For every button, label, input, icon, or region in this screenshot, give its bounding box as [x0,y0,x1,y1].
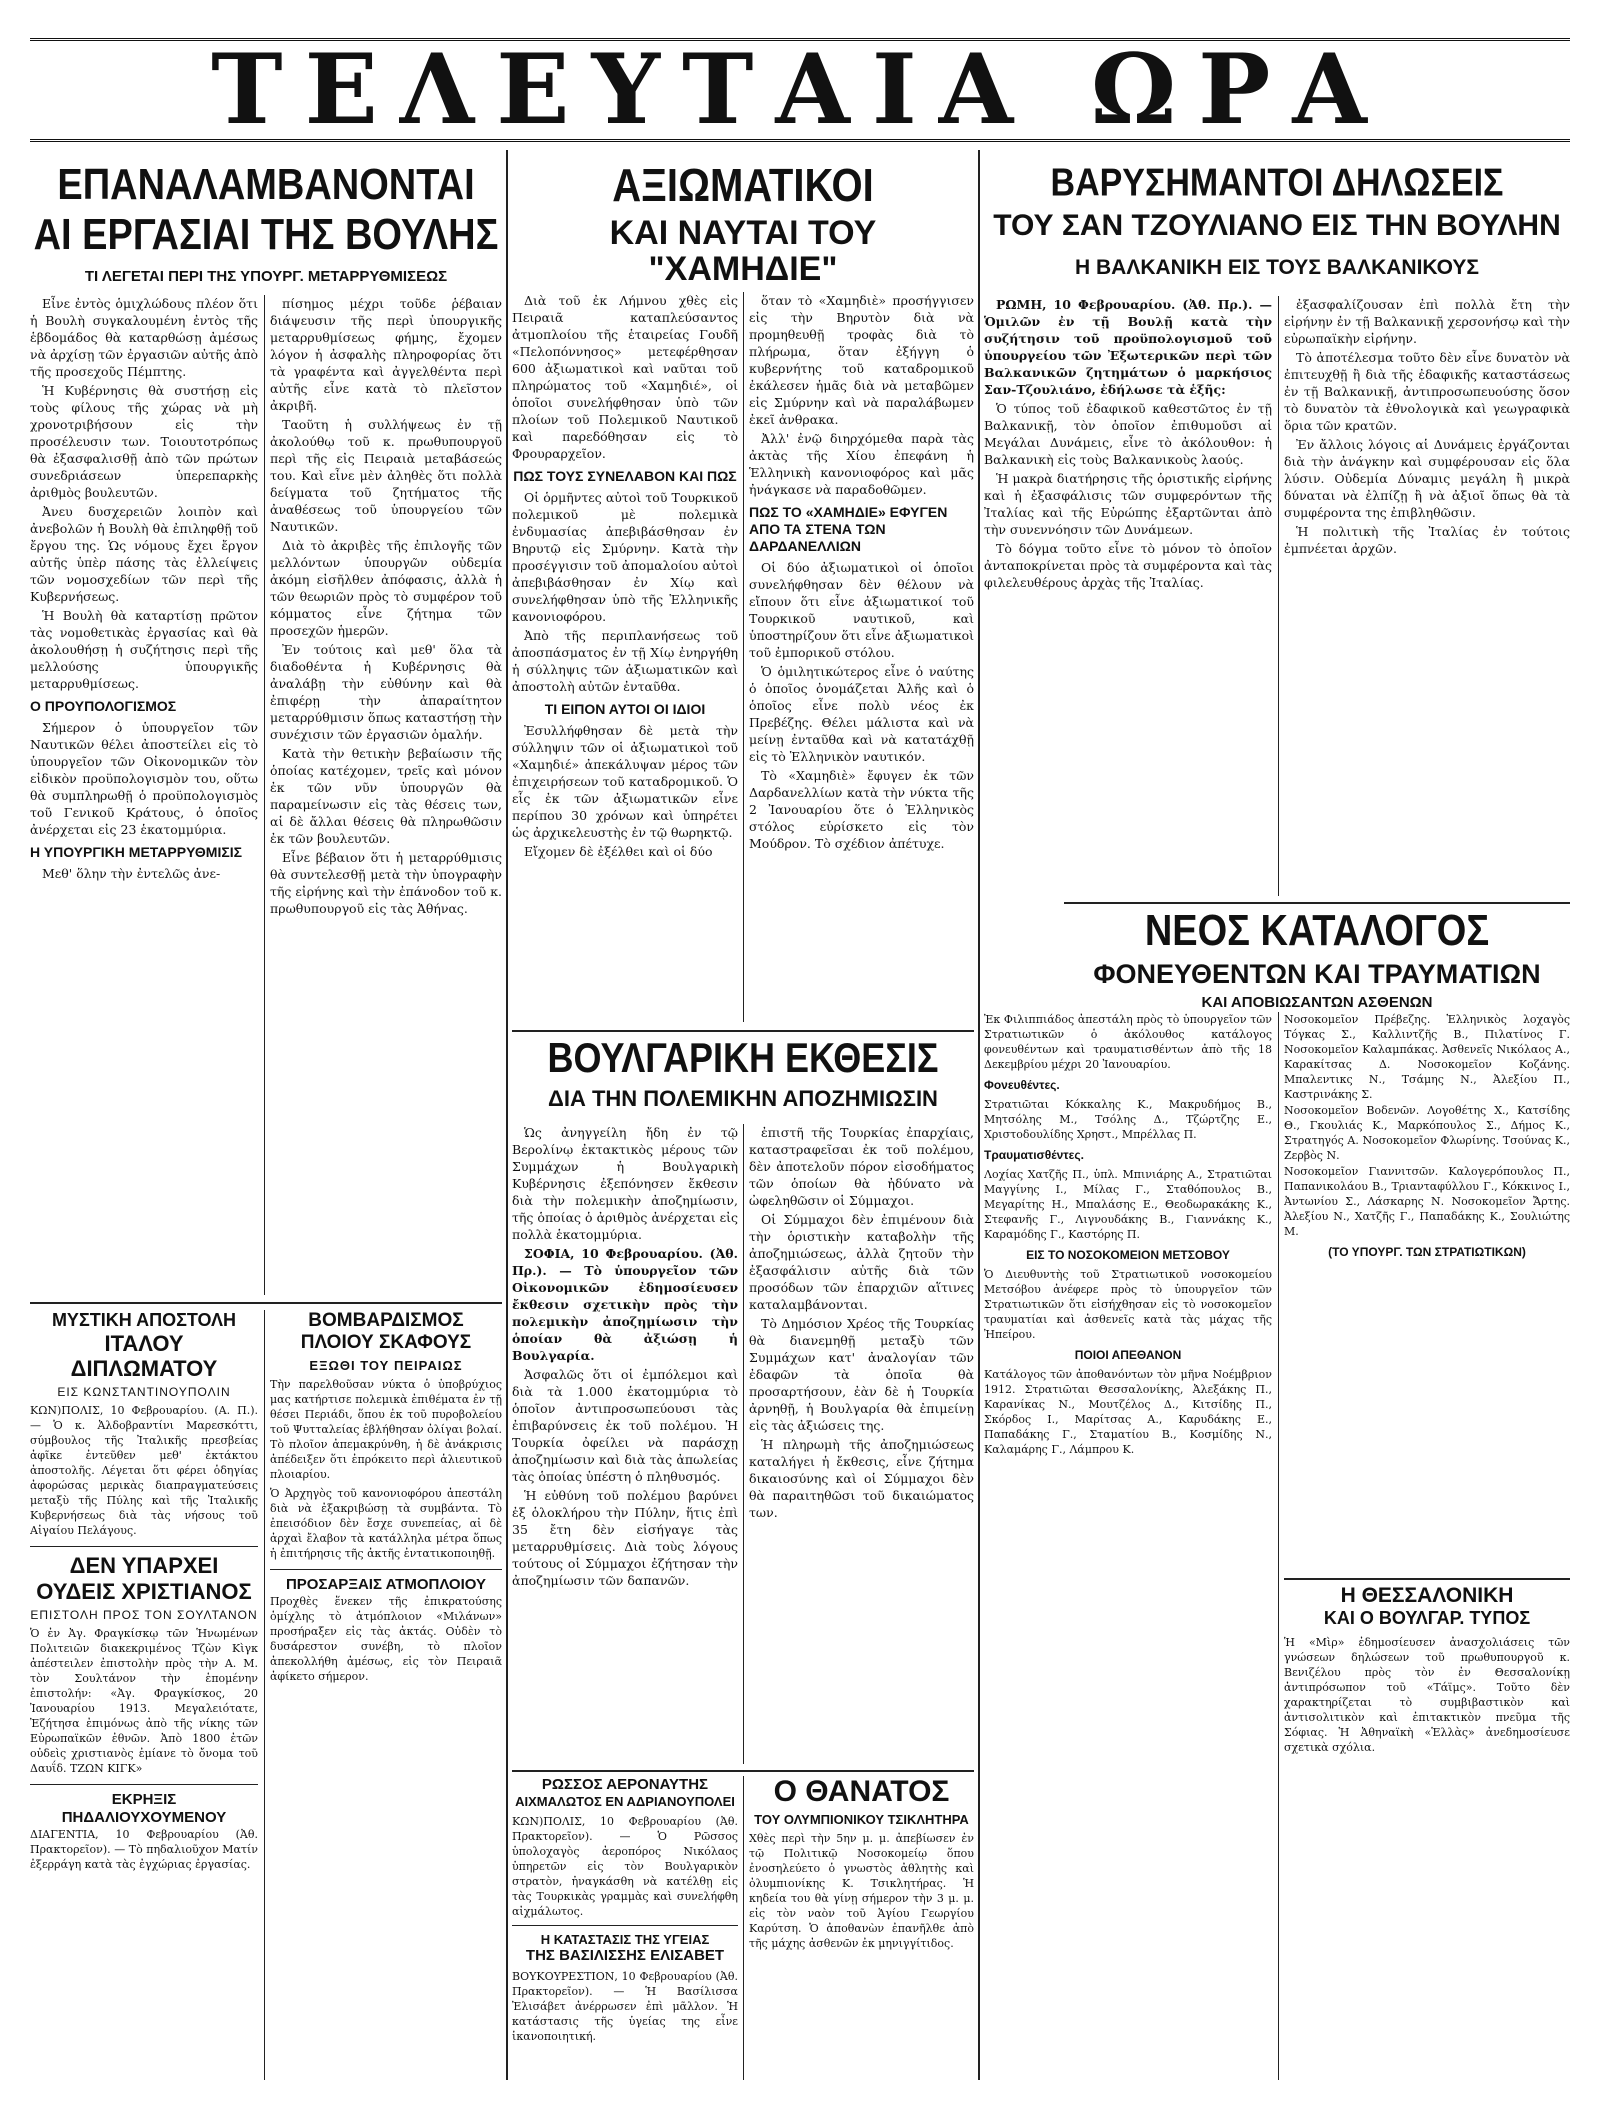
paragraph: Κατάλογος τῶν ἀποθανόντων τὸν μῆνα Νοέμβριον 1912. Στρατιῶται Θεσσαλονίκης, Ἀλεξάκης Π., Καρανίκας Ν., Μουτζέλος Δ., Κιτσίδης Π., Σκόρδος Ι., Μαρίτσας Α., Καρυδάκης Ε., Παπαδάκης Γ., Σταματίου Β., Κοσμίδης Ν., Καλαμάρης Γ., Λάμπρου Κ. [984,1368,1272,1456]
paragraph: Νοσοκομεῖον Γιαννιτσῶν. Καλογερόπουλος Π., Παπανικολάου Β., Τριανταφύλλου Γ., Κόκκινος Ι., Ἀντωνίου Σ., Λάσκαρης Ν. Νοσοκομεῖον Ἄρτης. Ἀλεξίου Ν., Χατζῆς Γ., Παπαδάκης Κ., Σουλιώτης Μ. [1284,1165,1570,1238]
paragraph: Τὸ Δημόσιον Χρέος τῆς Τουρκίας θὰ διανεμηθῇ μεταξὺ τῶν Συμμάχων κατ' ἀναλογίαν τῶν ἐδαφῶν τὰ ὁποῖα θὰ προσαρτήσουν, ἐὰν δὲ ἡ Τουρκία ἀρνηθῇ, ἡ Βουλγαρία θὰ ἐπιμείνῃ εἰς τὰς ἀξιώσεις της. [749,1316,974,1433]
paragraph: Ἐσυλλήφθησαν δὲ μετὰ τὴν σύλληψιν τῶν οἱ ἀξιωματικοὶ τοῦ «Χαμηδιέ» ἀπεκάλυψαν μέρος τῶν ἐπιχειρήσεων τοῦ καταδρομικοῦ. Ὁ εἷς ἐκ τῶν ἀξιωματικῶν εἶνε περίπου 30 χρόνων καὶ ὑπηρέτει ὡς ἀρχικελευστὴς ἐν τῷ θωρηκτῷ. [512,723,738,840]
paragraph: Ἀπὸ τῆς περιπλανήσεως τοῦ ἀποσπάσματος ἐν τῇ Χίῳ ἐνηργήθη ἡ σύλληψις τῶν ἀξιωματικῶν καὶ ἀποστολὴ αὐτῶν ἐνταῦθα. [512,628,738,694]
article-chamidie-col2 [749,292,974,1022]
divider [512,1925,738,1926]
paragraph: Ταοῦτη ἡ συλλήψεως ἐν τῇ ἀκολούθῳ τοῦ κ. πρωθυπουργοῦ περὶ τῆς εἰς Πειραιὰ μεταβάσεώς του. Καὶ εἶνε μὲν ἀληθὲς ὅτι πολλὰ δείγματα τοῦ ζητήματος τῆς ἀναθέσεως τοῦ ὑπουργείου τῶν Ναυτικῶν. [270,417,502,534]
section-heading: Ο ΠΡΟΥΠΟΛΟΓΙΣΜΟΣ [30,698,177,714]
paragraph: Ἀλλ' ἐνῷ διηρχόμεθα παρὰ τὰς ἀκτὰς τῆς Χίου ἐπεφάνη ἡ Ἑλληνικὴ κανονιοφόρος καὶ μᾶς ἠνάγκασε νὰ παραδοθῶμεν. [749,431,974,497]
article-thessaloniki [1284,1584,1570,2080]
subheadline: ΔΙΑ ΤΗΝ ΠΟΛΕΜΙΚΗΝ ΑΠΟΖΗΜΙΩΣΙΝ [548,1086,938,1111]
paragraph: Νοσοκομεῖον Βοδενῶν. Λογοθέτης Χ., Κατσίδης Θ., Γκουλιάς Κ., Μαρκόπουλος Σ., Δήμος Κ., Στρατηγός Α. Νοσοκομεῖον Φλωρίνης. Τσούνας Κ., Ζερβὸς Ν. [1284,1104,1570,1162]
paragraph: Ἀνευ δυσχερειῶν λοιπὸν καὶ ἀνεβολῶν ἡ Βουλὴ θὰ ἐπιληφθῇ τοῦ ἔργου της. Ὡς νόμους ἔχει ἔργον αὐτῆς ὑπὲρ πάσης τὰς ἐλλείψεις τῶν νομοσχεδίων τῶν περὶ τῆς Κυβερνήσεως. [30,504,258,604]
paragraph: Ἡ Κυβέρνησις θὰ συστήσῃ εἰς τοὺς φίλους τῆς χώρας νὰ μὴ χρονοτριβήσουν εἰς τὴν προσέλευσιν των. Τοιουτοτρόπως θὰ ἐξασφαλισθῇ ἀπὸ τῶν πρώτων συνεδριάσεων ὑπερεπαρκὴς ἀριθμὸς βουλευτῶν. [30,383,258,500]
article-neos-katalogos-headline [1064,908,1570,1008]
headline: ΙΤΑΛΟΥ ΔΙΠΛΩΜΑΤΟΥ [70,1330,218,1381]
article-chamidie-headline [512,160,974,285]
paragraph: Ἐκ Φιλιππιάδος ἀπεστάλη πρὸς τὸ ὑπουργεῖον τῶν Στρατιωτικῶν ὁ ἀκόλουθος κατάλογος φονευθέντων καὶ τραυματισθέντων ἀπὸ τῆς 18 Δεκεμβρίου μέχρι 20 Ἰανουαρίου. [984,1013,1272,1071]
paragraph: πίσημος μέχρι τοῦδε ῥέβαιαν διάψευσιν τῆς περὶ ὑπουργικῆς μεταρρυθμίσεως φήμης, ἔχομεν λόγον ἡ ἀσφαλὴς πληροφορίας ὅτι τὰ γραφέντα καὶ ἀγγελθέντα περὶ αὐτῆς εἶνε κατὰ τὸ πλεῖστον ἀκριβῆ. [270,296,502,413]
paragraph: Ἡ «Μὶρ» ἐδημοσίευσεν ἀνασχολιάσεις τῶν γνώσεων δηλώσεων τοῦ πρωθυπουργοῦ κ. Βενιζέλου πρὸς τὸν ἐν Θεσσαλονίκῃ ἀντιπρόσωπον τοῦ «Τάϊμς». Τοῦτο δὲν χαρακτηρίζεται τὸ συμβιβαστικὸν καὶ ἀντισολιτικὸν καὶ ἐπιτακτικὸν πνεῦμα τῆς Σόφιας. Ἡ Ἀθηναϊκὴ «Ἑλλὰς» ἀνεδημοσίευσε σχετικὰ σχόλια. [1284,1635,1570,1754]
headline: ΚΑΙ ΝΑΥΤΑΙ ΤΟΥ "ΧΑΜΗΔΙΕ" [609,214,877,285]
headline: Η ΘΕΣΣΑΛΟΝΙΚΗ [1340,1584,1514,1607]
section-heading: ΠΟΙΟΙ ΑΠΕΘΑΝΟΝ [1074,1348,1182,1362]
paragraph: Μεθ' ὅλην τὴν ἐντελῶς ἀνε- [42,866,221,881]
paragraph: Χθὲς περὶ τὴν 5ην μ. μ. ἀπεβίωσεν ἐν τῷ Πολιτικῷ Νοσοκομείῳ ὅπου ἐνοσηλεύετο ὁ γνωστὸς ἀθλητὴς καὶ ὀλυμπιονίκης Κ. Τσικλητήρας. Ἡ κηδεία του θὰ γίνῃ σήμερον τὴν 3 μ. μ. εἰς τὸν ναὸν τοῦ Ἁγίου Γεωργίου Καρύτση. Ὁ ἀποθανὼν ἐπανῆλθε ἀπὸ τῆς μάχης ἀσθενῶν ἐκ μηνιγγίτιδος. [749,1832,974,1951]
section-heading: ΕΙΣ ΤΟ ΝΟΣΟΚΟΜΕΙΟΝ ΜΕΤΣΟΒΟΥ [1026,1248,1230,1262]
signature: (ΤΟ ΥΠΟΥΡΓ. ΤΩΝ ΣΤΡΑΤΙΩΤΙΚΩΝ) [1328,1245,1526,1259]
paragraph: ΣΟΦΙΑ, 10 Φεβρουαρίου. (Ἀθ. Πρ.). — Τὸ ὑπουργεῖον τῶν Οἰκονομικῶν ἐδημοσίευσεν ἔκθεσιν σχετικὴν πρὸς τὴν πολεμικὴν ἀποζημίωσιν τὴν ὁποίαν θὰ ἀξιώσῃ ἡ Βουλγαρία. [512,1246,738,1363]
paragraph: ΒΟΥΚΟΥΡΕΣΤΙΟΝ, 10 Φεβρουαρίου (Ἀθ. Πρακτορεῖον). — Ἡ Βασίλισσα Ἐλισάβετ ἀνέρρωσεν ἐπὶ μᾶλλον. Ἡ κατάστασις τῆς ὑγείας της εἶνε ἱκανοποιητική. [512,1970,738,2044]
section-heading: ΠΩΣ ΤΟΥΣ ΣΥΝΕΛΑΒΟΝ ΚΑΙ ΠΩΣ [513,468,737,484]
column-rule [264,1310,265,2080]
section-rule [30,1302,502,1304]
paragraph: Ἡ πληρωμὴ τῆς ἀποζημιώσεως καταλήγει ἡ ἔκθεσις, εἶνε ζήτημα δικαιοσύνης καὶ οἱ Σύμμαχοι δὲν θὰ παραιτηθῶσι τοῦ δικαιώματος των. [749,1437,974,1520]
headline: ΤΗΣ ΒΑΣΙΛΙΣΣΗΣ ΕΛΙΣΑΒΕΤ [525,1947,725,1965]
article-neos-katalogos-col2 [1284,1012,1570,1572]
paragraph: Τὸ ἀποτέλεσμα τοῦτο δὲν εἶνε δυνατὸν νὰ ἐπιτευχθῇ ἢ διὰ τῆς ἐδαφικῆς καταστάσεως ἐν τῇ Βαλκανικῇ, ἀντιπροσωπευούσης ὅσον τὸ δυνατὸν τὰ ἐθνολογικὰ καὶ γεωγραφικὰ ὅρια τῶν κρατῶν. [1284,350,1570,433]
section-rule [1284,1578,1570,1580]
headline: ΕΠΑΝΑΛΑΜΒΑΝΟΝΤΑΙ [57,160,475,210]
paragraph: Σήμερον ὁ ὑπουργεῖον τῶν Ναυτικῶν θέλει ἀποστείλει εἰς τὸ ὑπουργεῖον τῶν Οἰκονομικῶν τὸν εἰδικὸν προϋπολογισμὸν του, οὕτω θὰ συμπληρωθῇ ὁ προϋπολογισμὸς τοῦ Γενικοῦ Κράτους, ὁ ὁποῖος ἀνέρχεται εἰς 23 ἑκατομμύρια. [30,720,258,837]
article-san-giuliano-headline [984,160,1570,290]
paragraph: Τὸ «Χαμηδιὲ» ἔφυγεν ἐκ τῶν Δαρδανελλίων κατὰ τὴν νύκτα τῆς 2 Ἰανουαρίου ὅτε ὁ Ἑλληνικὸς στόλος εὑρίσκετο εἰς τὸν Μούδρον. Τὸ σχέδιον ἀπέτυχε. [749,768,974,851]
section-heading: ΠΩΣ ΤΟ «ΧΑΜΗΔΙΕ» ΕΦΥΓΕΝ ΑΠΟ ΤΑ ΣΤΕΝΑ ΤΩΝ ΔΑΡΔΑΝΕΛΛΙΩΝ [749,504,948,554]
headline: ΒΑΡΥΣΗΜΑΝΤΟΙ ΔΗΛΩΣΕΙΣ [1050,161,1504,205]
subheadline: ΤΟΥ ΟΛΥΜΠΙΟΝΙΚΟΥ ΤΣΙΚΛΗΤΗΡΑ [754,1811,969,1827]
subheadline: ΕΙΣ ΚΩΝΣΤΑΝΤΙΝΟΥΠΟΛΙΝ [57,1385,231,1400]
paragraph: Ἡ πολιτικὴ τῆς Ἰταλίας ἐν τούτοις ἐμπνέεται ἀρχῶν. [1284,524,1570,556]
paragraph: Ὁ τύπος τοῦ ἐδαφικοῦ καθεστῶτος ἐν τῇ Βαλκανικῇ, τὸν ὁποῖον ἐπιθυμοῦσι αἱ Μεγάλαι Δυνάμεις, εἶνε τὸ ἀκόλουθον: ἡ Βαλκανικὴ εἰς τοὺς Βαλκανικοὺς λαούς. [984,401,1272,467]
headline: ΝΕΟΣ ΚΑΤΑΛΟΓΟΣ [1144,908,1490,956]
headline: ΒΟΜΒΑΡΔΙΣΜΟΣ [308,1310,464,1331]
article-san-giuliano-col2 [1284,296,1570,896]
headline: ΒΟΥΛΓΑΡΙΚΗ ΕΚΘΕΣΙΣ [547,1036,939,1081]
headline: ΟΥΔΕΙΣ ΧΡΙΣΤΙΑΝΟΣ [36,1578,252,1604]
column-rule [1278,1012,1279,2080]
headline: ΕΚΡΗΞΙΣ ΠΗΔΑΛΙΟΥΧΟΥΜΕΝΟΥ [61,1790,227,1826]
paragraph: Εἶνε ἐντὸς ὁμιχλώδους πλέον ὅτι ἡ Βουλὴ συγκαλουμένη ἐντὸς τῆς ἑβδομάδος θὰ καταρθώσῃ ἀμέσως νὰ ἀρχίσῃ τῶν ἐργασιῶν αὐτῆς ἀπὸ τῆς προσεχοῦς Πέμπτης. [30,296,258,379]
divider [30,1546,258,1547]
column-rule [506,150,508,2080]
section-heading: Τραυματισθέντες. [984,1148,1084,1162]
article-san-giuliano-col1 [984,296,1272,896]
article-rossos-aeronautis [512,1776,738,2080]
paragraph: ΡΩΜΗ, 10 Φεβρουαρίου. (Ἀθ. Πρ.). — Ὁμιλῶν ἐν τῇ Βουλῇ κατὰ τὴν συζήτησιν τοῦ προϋπολογισμοῦ τοῦ ὑπουργείου τῶν Ἐξωτερικῶν περὶ τῶν Βαλκανικῶν ζητημάτων ὁ μαρκήσιος Σαν-Τζουλιάνο, ἐδήλωσε τὰ ἑξῆς: [984,297,1272,397]
masthead [30,33,1570,146]
section-rule [512,1770,974,1772]
paragraph: ΔΙΑΓΕΝΤΙΑ, 10 Φεβρουαρίου (Ἀθ. Πρακτορεῖον). — Τὸ πηδαλιοῦχον Ματίν ἐξερράγη κατὰ τὰς ἐγχώριας ἐργασίας. [30,1827,258,1871]
paragraph: ἐξασφαλίζουσαν ἐπὶ πολλὰ ἔτη τὴν εἰρήνην ἐν τῇ Βαλκανικῇ χερσονήσῳ καὶ τὴν εὐρωπαϊκὴν εἰρήνην. [1284,297,1570,346]
headline: ΤΟΥ ΣΑΝ ΤΖΟΥΛΙΑΝΟ ΕΙΣ ΤΗΝ ΒΟΥΛΗΝ [993,209,1561,242]
paragraph: Ἐν ἄλλοις λόγοις αἱ Δυνάμεις ἐργάζονται διὰ τὴν ἀνάγκην καὶ συμφέρουσαν εἰς ὅλα λύσιν. Οὐδεμία Δύναμις μεγάλη ἢ μικρὰ δύναται νὰ ἐλπίζῃ ἢ νὰ ἀξιοῖ ὅπως θὰ τὰ συμφέροντα της ἐπιβληθῶσιν. [1284,437,1570,520]
divider [30,1784,258,1785]
paragraph: Οἱ ὁρμῆντες αὐτοὶ τοῦ Τουρκικοῦ πολεμικοῦ μὲ πολεμικὰ ἐνδυμασίας ἀπεβιβάσθησαν ἐν Βηρυτῷ εἰς Σμύρνην. Κατὰ τὴν προσέγγισιν τοῦ ἀπομαλοίου αὐτοὶ ἀπεβιβάσθησαν ἐν Χίῳ καὶ συνελήφθησαν ὑπὸ τῆς Ἑλληνικῆς κανονιοφόρου. [512,490,738,624]
column-rule [1278,296,1279,896]
headline: ΑΙΧΜΑΛΩΤΟΣ ΕΝ ΑΔΡΙΑΝΟΥΠΟΛΕΙ [515,1794,735,1809]
article-neos-katalogos-col1 [984,1012,1272,1892]
paragraph: Τὸ δόγμα τοῦτο εἶνε τὸ μόνον τὸ ὁποῖον ἀνταποκρίνεται πρὸς τὰ συμφέροντα καὶ τὰς φιλελευθέρους ἀρχὰς τῆς Ἰταλίας. [984,541,1272,590]
paragraph: Προχθὲς ἕνεκεν τῆς ἐπικρατούσης ὁμίχλης τὸ ἀτμόπλοιον «Μιλάνων» προσήραξεν εἰς τὰς ἀκτάς. Οὐδὲν τὸ δυσάρεστον συνέβη, τὸ πλοῖον ἀπεκολλήθη ἀμέσως, εἰς τὸν Πειραιᾶ ἀφίκετο σήμερον. [270,1594,502,1683]
paragraph: Εἴχομεν δὲ ἐξέλθει καὶ οἱ δύο [524,844,713,859]
headline: ΠΛΟΙΟΥ ΣΚΑΦΟΥΣ [300,1331,472,1353]
paragraph: Ὁ ἐν Ἀγ. Φραγκίσκῳ τῶν Ἡνωμένων Πολιτειῶν διακεκριμένος Τζὼν Κὶγκ ἀπέστειλεν ἐπιστολὴν πρὸς τὴν Α. Μ. τὸν Σουλτάνον τὴν ἑπομένην ἐπιστολήν: «Ἀγ. Φραγκίσκος, 20 Ἰανουαρίου 1913. Μεγαλειότατε, Ἐζήτησα ἐπιμόνως ἀπὸ τῆς νίκης τῶν Εὐρωπαϊκῶν ἐθνῶν. Ἀπὸ 1800 ἐτῶν οὐδεὶς χριστιανὸς ἐμίανε τὸ ὄνομα τοῦ Δαυΐδ. ΤΖΩΝ ΚΙΓΚ» [30,1626,258,1775]
article-thanatos-tsiklitira [749,1776,974,2080]
section-heading: Η ΥΠΟΥΡΓΙΚΗ ΜΕΤΑΡΡΥΘΜΙΣΙΣ [30,844,243,860]
paragraph: ἐπιστῆ τῆς Τουρκίας ἐπαρχίαις, καταστραφεῖσαι ἐκ τοῦ πολέμου, δὲν ἀποτελοῦν πόρον εἰσοδήματος τῶν ὁποίων θὰ ἠδύνατο νὰ ὠφεληθῶσιν οἱ Σύμμαχοι. [749,1125,974,1208]
paragraph: Διὰ τοῦ ἐκ Λήμνου χθὲς εἰς Πειραιᾶ καταπλεύσαντος ἀτμοπλοίου τῆς ἑταιρείας Γουδῆ «Πελοπόννησος» μετεφέρθησαν 600 ἀξιωματικοὶ καὶ ναῦται τοῦ πληρώματος τοῦ «Χαμηδιέ», οἱ ὁποῖοι συνελήφθησαν ὑπὸ τῶν πλοίων τοῦ Πολεμικοῦ Ναυτικοῦ καὶ παρεδόθησαν εἰς τὸ Φρουραρχεῖον. [512,293,738,461]
article-voulgariki-ekthesis-col1 [512,1124,738,1764]
subheadline: Η ΒΑΛΚΑΝΙΚΗ ΕΙΣ ΤΟΥΣ ΒΑΛΚΑΝΙΚΟΥΣ [1075,255,1479,279]
column-rule [264,295,265,1295]
headline: ΚΑΙ Ο ΒΟΥΛΓΑΡ. ΤΥΠΟΣ [1323,1608,1531,1629]
headline: ΡΩΣΣΟΣ ΑΕΡΟΝΑΥΤΗΣ [541,1776,709,1793]
headline: ΠΡΟΣΑΡΞΑΙΣ ΑΤΜΟΠΛΟΙΟΥ [285,1575,487,1593]
article-vouli-col1 [30,295,258,1295]
divider [270,1569,502,1570]
column-rule [978,150,980,2080]
paragraph: Ἡ Βουλὴ θὰ καταρτίσῃ πρῶτον τὰς νομοθετικὰς ἐργασίας καὶ θὰ ἀκολουθήσῃ ἡ συζήτησις περὶ τῆς μελλούσης ὑπουργικῆς μεταρρυθμίσεως. [30,608,258,691]
headline: ΜΥΣΤΙΚΗ ΑΠΟΣΤΟΛΗ [51,1310,237,1330]
paragraph: Ὡς ἀνηγγείλη ἤδη ἐν τῷ Βερολίνῳ ἐκτακτικὸς μέρους τῶν Συμμάχων ἡ Βουλγαρικὴ Κυβέρνησις ἐξεπόνησεν ἔκθεσιν διὰ τὴν πολεμικὴν ἀποζημίωσιν, τῆς ὁποίας ὁ ἀριθμὸς ἀνέρχεται εἰς πολλὰ ἑκατομμύρια. [512,1125,738,1242]
column-rule [743,1776,744,2080]
headline: ΑΙ ΕΡΓΑΣΙΑΙ ΤΗΣ ΒΟΥΛΗΣ [33,210,499,260]
headline: ΦΟΝΕΥΘΕΝΤΩΝ ΚΑΙ ΤΡΑΥΜΑΤΙΩΝ [1093,959,1541,989]
paragraph: Οἱ Σύμμαχοι δὲν ἐπιμένουν διὰ τὴν ὁριστικὴν καταβολὴν τῆς ἀποζημιώσεως, ἀλλὰ ζητοῦν τὴν ἐξασφάλισιν αὐτῆς διὰ τῶν προσόδων τῶν ἐπαρχιῶν αἵτινες καταλαμβάνονται. [749,1212,974,1312]
paragraph: Ὁ ὁμιλητικώτερος εἶνε ὁ ναύτης ὁ ὁποῖος ὀνομάζεται Ἀλῆς καὶ ὁ ὁποῖος εἶνε πολὺ νέος ἐκ Πρεβέζης. Θέλει μάλιστα καὶ νὰ μείνῃ ἐνταῦθα καὶ νὰ κατατάχθῇ εἰς τὸ Ἑλληνικὸν ναυτικόν. [749,664,974,764]
section-rule [1064,902,1570,904]
paragraph: Στρατιῶται Κόκκαλης Κ., Μακρυδήμος Β., Μητσόλης Μ., Τσόλης Δ., Τζώρτζης Ε., Χριστοδουλίδης Χρηστ., Μπρέλλας Π. [984,1098,1272,1141]
paragraph: Νοσοκομεῖον Πρέβεζης. Ἑλληνικὸς λοχαγὸς Τόγκας Σ., Καλλιντζῆς Β., Πιλατίνος Γ. Νοσοκομεῖον Καλαμπάκας. Ἀσθενεῖς Νικόλαος Α., Καρακίτσας Δ. Νοσοκομεῖον Κοζάνης. Μπαλεντικς Ν., Τσάμης Ν., Ἀλεξίου Π., Καστρινάκης Σ. [1284,1013,1570,1101]
article-italos-diplomatis [30,1310,258,2080]
section-heading: ΤΙ ΕΙΠΟΝ ΑΥΤΟΙ ΟΙ ΙΔΙΟΙ [544,701,706,717]
article-voulgariki-ekthesis-headline [512,1036,974,1120]
headline: Η ΚΑΤΑΣΤΑΣΙΣ ΤΗΣ ΥΓΕΙΑΣ [540,1931,710,1947]
paragraph: ὅταν τὸ «Χαμηδιὲ» προσήγγισεν εἰς τὴν Βηρυτὸν διὰ νὰ προμηθευθῇ τροφὰς διὰ τὸ πλήρωμα, ὅταν ἐξήγγη ὁ κυβερνήτης τοῦ καταδρομικοῦ ἐκάλεσεν ἡμᾶς διὰ νὰ μεταβῶμεν εἰς Σμύρνην καὶ νὰ παραλάβωμεν ἐκεῖ ἀνθρακα. [749,293,974,427]
paragraph: Ἡ μακρὰ διατήρησις τῆς ὁριστικῆς εἰρήνης καὶ ἡ ἐξασφάλισις τῶν συμφερόντων τῆς Ἰταλίας καὶ τῆς Εὐρώπης ἐξαρτῶνται ἀπὸ τὴν συνεννόησιν τῶν Δυνάμεων. [984,471,1272,537]
headline: ΑΞΙΩΜΑΤΙΚΟΙ [612,160,874,212]
subheadline: ΤΙ ΛΕΓΕΤΑΙ ΠΕΡΙ ΤΗΣ ΥΠΟΥΡΓ. ΜΕΤΑΡΡΥΘΜΙΣΕΩΣ [84,268,448,285]
article-vouli-col2 [270,295,502,1295]
column-rule [743,1124,744,1764]
paragraph: ΚΩΝ)ΠΟΛΙΣ, 10 Φεβρουαρίου. (Α. Π.). — Ὁ κ. Ἀλδοβραντίνι Μαρεσκόττι, σύμβουλος τῆς Ἰταλικῆς πρεσβείας ἀφῖκε ἐντεῦθεν μεθ' ἐκτάκτου ἀποστολῆς. Λέγεται ὅτι φέρει ὁδηγίας ἀφορώσας μερικὰς διαπραγματεύσεις μεταξὺ τῆς Πύλης καὶ τῆς Ἰταλικῆς Κυβερνήσεως διὰ τὰς νήσους τοῦ Αἰγαίου Πελάγους. [30,1404,258,1538]
headline: ΔΕΝ ΥΠΑΡΧΕΙ [69,1553,219,1579]
paragraph: Ὁ Διευθυντὴς τοῦ Στρατιωτικοῦ νοσοκομείου Μετσόβου ἀνέφερε πρὸς τὸ ὑπουργεῖον τῶν Στρατιωτικῶν ὅτι εἰσήχθησαν εἰς τὸ νοσοκομεῖον τραυματίαι καὶ ἀσθενεῖς κατὰ τὰς μάχας τῆς Ἠπείρου. [984,1268,1272,1341]
paragraph: ΚΩΝ)ΠΟΛΙΣ, 10 Φεβρουαρίου (Ἀθ. Πρακτορεῖον). — Ὁ Ρῶσσος ὑπολοχαγὸς ἀεροπόρος Νικόλαος ὑπηρετῶν εἰς τὸν Βουλγαρικὸν στρατὸν, ἠναγκάσθη νὰ κατέλθῃ εἰς τὰς Τουρκικὰς γραμμὰς καὶ συνελήφθη αἰχμάλωτος. [512,1814,738,1918]
headline: Ο ΘΑΝΑΤΟΣ [773,1776,950,1808]
paragraph: Ἡ εὐθύνη τοῦ πολέμου βαρύνει ἐξ ὁλοκλήρου τὴν Πύλην, ἥτις ἐπὶ 35 ἔτη δὲν εἰσήγαγε τὰς μεταρρυθμίσεις. Διὰ τοὺς λόγους τούτους οἱ Σύμμαχοι ἐζήτησαν τὴν ἀποζημίωσιν τῶν δαπανῶν. [512,1488,738,1588]
article-vouli-headline [30,160,502,290]
paragraph: Λοχίας Χατζῆς Π., ὑπλ. Μπινιάρης Α., Στρατιῶται Μαγγίνης Ι., Μίλας Γ., Σταθόπουλος Β., Μεγαρίτης Η., Μπαλάσης Ε., Θεοδωρακάκης Κ., Στεφανῆς Γ., Λιγνουδάκης Β., Γιαννάκης Κ., Καραμόδης Γ., Καστόρης Π. [984,1168,1272,1241]
article-vomvardismos [270,1310,502,2080]
paragraph: Τὴν παρελθοῦσαν νύκτα ὁ ὑποβρύχιος μας κατήρτισε πολεμικὰ ἐπιθέματα ἐν τῇ θέσει Περιάδι, ὅπου ἐκ τοῦ πυροβολείου τοῦ Ψυτταλείας ἐβλήθησαν ὀλίγαι βολαί. Τὸ πλοῖον ἀπεμακρύνθη, ἡ δὲ ἀνάκρισις ἀπέδειξεν ὅτι ἐπρόκειτο περὶ ἁλιευτικοῦ πλοιαρίου. [270,1377,502,1481]
column-rule [743,292,744,1022]
paragraph: Διὰ τὸ ἀκριβὲς τῆς ἐπιλογῆς τῶν μελλόντων ὑπουργῶν οὐδεμία ἀκόμη εἰσῆλθεν ἀπόφασις, ἀλλὰ ἡ τῶν θεωριῶν πρὸς τὸ συμφέρον τοῦ κόμματος εἶνε ζήτημα τῶν προσεχῶν ἡμερῶν. [270,538,502,638]
paragraph: Οἱ δύο ἀξιωματικοὶ οἱ ὁποῖοι συνελήφθησαν δὲν θέλουν νὰ εἴπουν ὅτι εἶνε ἀξιωματικοί τοῦ Τουρκικοῦ ναυτικοῦ, καὶ ὑποστηρίζουν ὅτι εἶνε ἀξιωματικοὶ τοῦ ἐμπορικοῦ στόλου. [749,560,974,660]
subheadline: ΚΑΙ ΑΠΟΒΙΩΣΑΝΤΩΝ ΑΣΘΕΝΩΝ [1201,994,1433,1008]
paragraph: Εἶνε βέβαιον ὅτι ἡ μεταρρύθμισις θὰ συντελεσθῇ μετὰ τὴν ὑπογραφὴν τῆς εἰρήνης καὶ τὴν ἐπάνοδον τοῦ κ. πρωθυπουργοῦ εἰς τὰς Ἀθήνας. [270,850,502,916]
article-voulgariki-ekthesis-col2 [749,1124,974,1764]
paragraph: Ἀσφαλῶς ὅτι οἱ ἐμπόλεμοι καὶ διὰ τὰ 1.000 ἑκατομμύρια τὸ ὁποῖον ἀντιπροσωπεύουσι τὰς ἐπιβαρύνσεις ἐκ τοῦ πολέμου. Ἡ Τουρκία ὀφείλει νὰ παράσχῃ ἀποζημίωσιν καὶ διὰ τὰς ἀπωλείας τὰς ὁποίας ὑπέστη ὁ πληθυσμός. [512,1367,738,1484]
masthead-title: ΤΕΛΕΥΤΑΙΑ ΩΡΑ [211,33,1389,146]
paragraph: Ἐν τούτοις καὶ μεθ' ὅλα τὰ διαδοθέντα ἡ Κυβέρνησις θὰ ἀναλάβῃ τὴν εὐθύνην καὶ θὰ ἐπιφέρῃ τὴν ἀπαραίτητον μεταρρύθμισιν ὅπως καταστήσῃ τὴν συνέχισιν τῶν ἐργασιῶν ὁμαλήν. [270,642,502,742]
paragraph: Ὁ Ἀρχηγὸς τοῦ κανονιοφόρου ἀπεστάλη διὰ νὰ ἐξακριβώσῃ τὰ συμβάντα. Τὸ ἐπεισόδιον δὲν ἔσχε συνεπείας, αἱ δὲ ἀρχαὶ ἔλαβον τὰ κατάλληλα μέτρα ὅπως ἡ ἐπιτήρησις τῆς ἀκτῆς ἐντατικοποιηθῇ. [270,1486,502,1560]
subheadline: ΕΠΙΣΤΟΛΗ ΠΡΟΣ ΤΟΝ ΣΟΥΛΤΑΝΟΝ [30,1607,258,1622]
article-chamidie-col1 [512,292,738,1022]
section-rule [512,1030,974,1032]
subheadline: ΕΞΩΘΙ ΤΟΥ ΠΕΙΡΑΙΩΣ [309,1357,463,1373]
paragraph: Κατὰ τὴν θετικὴν βεβαίωσιν τῆς ὁποίας κατέχομεν, τρεῖς καὶ μόνον ἐκ τῶν νῦν ὑπουργῶν θὰ παραμείνωσιν εἰς τὰς θέσεις των, αἱ δὲ ἄλλαι θέσεις θὰ πληρωθῶσιν ἐκ τῶν βουλευτῶν. [270,746,502,846]
section-heading: Φονευθέντες. [984,1078,1060,1092]
